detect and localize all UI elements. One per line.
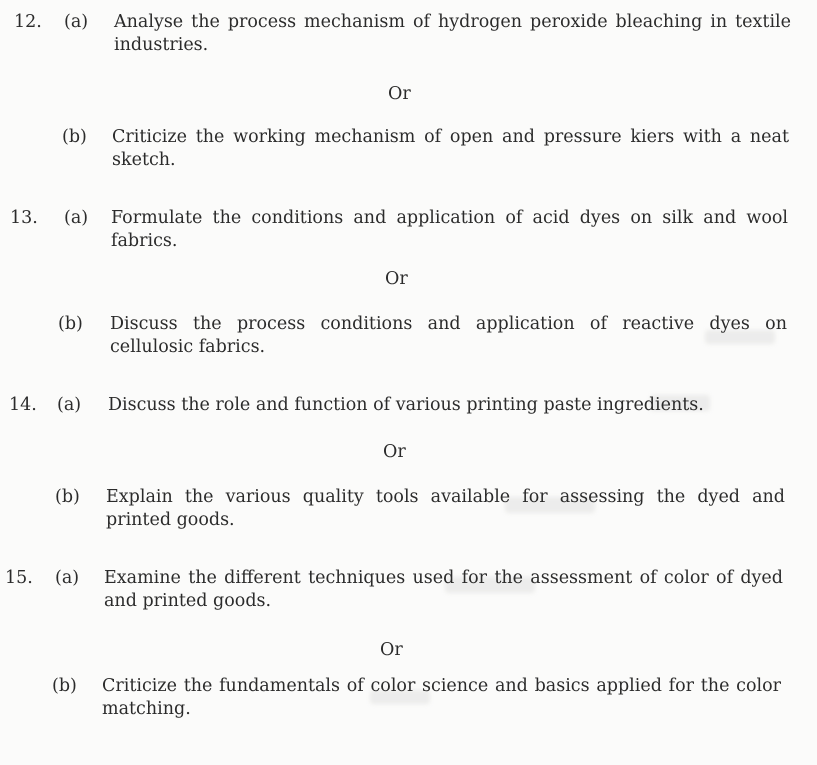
question-text-b: Criticize the fundamentals of color science and basics applied for the color matching. — [102, 676, 781, 719]
part-label-b: (b) — [55, 487, 80, 507]
question-text-b: Criticize the working mechanism of open and pressure kiers with a neat sketch. — [112, 127, 789, 170]
question-text-a: Formulate the conditions and application of acid dyes on silk and wool fabrics. — [111, 208, 788, 251]
question-text-a: Analyse the process mechanism of hydrogen peroxide bleaching in textile industries. — [114, 12, 791, 55]
or-separator: Or — [383, 442, 406, 462]
part-label-a: (a) — [57, 395, 82, 415]
question-text-b: Discuss the process conditions and application of reactive dyes on cellulosic fabrics. — [110, 314, 787, 357]
question-number: 13. — [10, 208, 38, 228]
part-label-b: (b) — [52, 676, 77, 696]
question-number: 14. — [9, 395, 37, 415]
question-number: 15. — [5, 568, 33, 588]
part-label-a: (a) — [55, 568, 80, 588]
or-separator: Or — [385, 269, 408, 289]
part-label-b: (b) — [62, 127, 87, 147]
question-number: 12. — [14, 12, 42, 32]
question-text-a: Examine the different techniques used for the assessment of color of dyed and printed goods. — [104, 568, 783, 611]
part-label-a: (a) — [64, 208, 89, 228]
or-separator: Or — [388, 84, 411, 104]
part-label-b: (b) — [58, 314, 83, 334]
or-separator: Or — [380, 640, 403, 660]
part-label-a: (a) — [64, 12, 89, 32]
question-text-b: Explain the various quality tools available for assessing the dyed and printed goods. — [106, 487, 785, 530]
question-text-a: Discuss the role and function of various printing paste ingredients. — [108, 395, 704, 415]
